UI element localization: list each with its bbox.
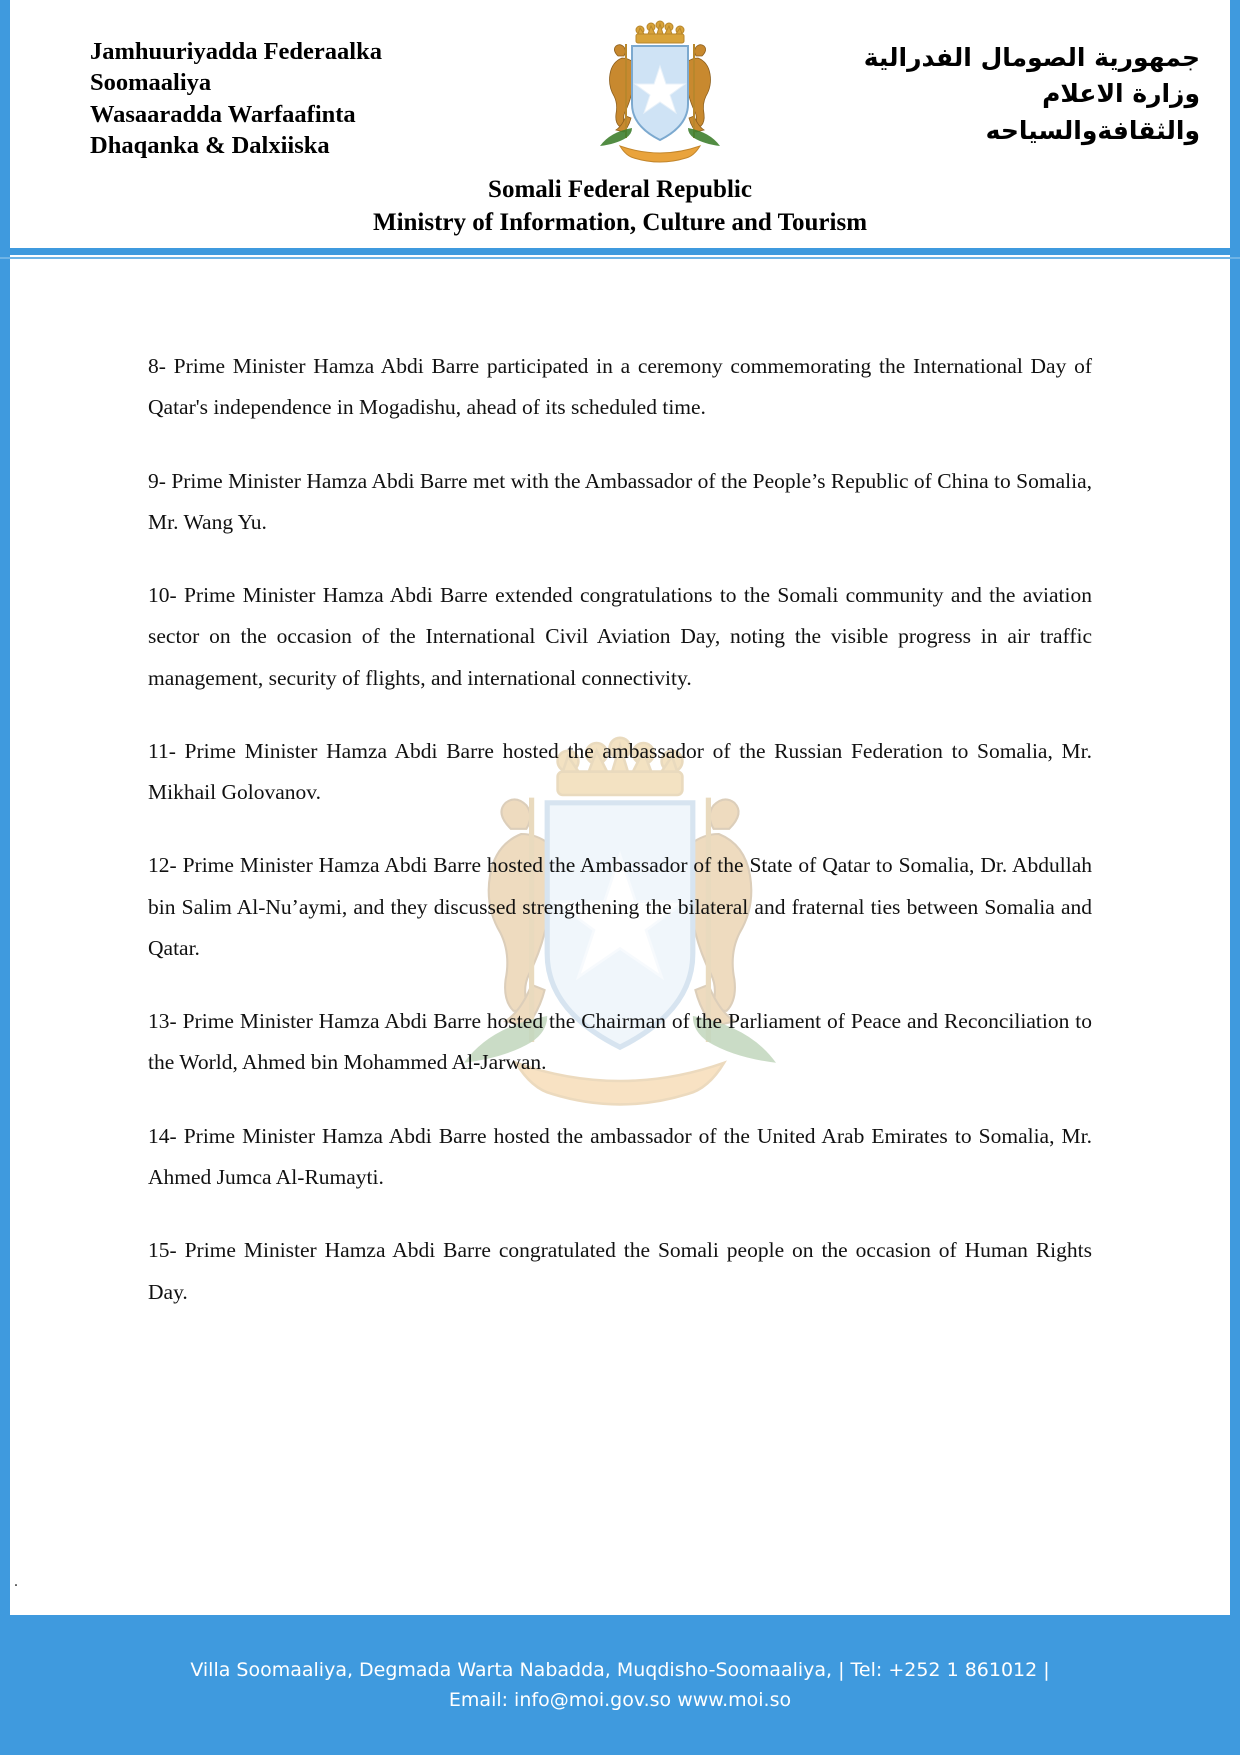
header-divider-thick <box>0 248 1240 255</box>
arabic-line-1: جمهورية الصومال الفدرالية <box>863 43 1200 72</box>
paragraph-10: 10- Prime Minister Hamza Abdi Barre extended congratulations to the Somali community and the aviation sector on the occasion of the International Civil Aviation Day, noting the visible progress in air traffic management, security of flights, and international connectivity. <box>148 583 1092 690</box>
arabic-line-3: والثقافةوالسياحه <box>985 115 1200 145</box>
footer-address-line: Villa Soomaaliya, Degmada Warta Nabadda, Muqdisho-Soomaaliya, | Tel: +252 1 861012 | <box>190 1658 1050 1681</box>
header-somali-title <box>40 18 490 161</box>
paragraph-15: 15- Prime Minister Hamza Abdi Barre congratulated the Somali people on the occasion of Human Rights Day. <box>148 1238 1092 1304</box>
document-header <box>0 0 1240 258</box>
header-arabic-title <box>830 18 1200 149</box>
stray-mark: . <box>14 1573 18 1590</box>
paragraph-8: 8- Prime Minister Hamza Abdi Barre participated in a ceremony commemorating the International Day of Qatar's independence in Mogadishu, ahead of its scheduled time. <box>148 354 1092 420</box>
coat-of-arms-icon <box>560 18 760 168</box>
header-english-titles <box>40 174 1200 239</box>
somali-line-2: Soomaaliya <box>90 69 212 97</box>
arabic-line-2: وزارة الاعلام <box>1042 79 1200 109</box>
header-ministry-title: Ministry of Information, Culture and Tourism <box>372 208 868 236</box>
somali-line-4: Dhaqanka & Dalxiiska <box>90 132 330 160</box>
paragraph-13: 13- Prime Minister Hamza Abdi Barre hosted the Chairman of the Parliament of Peace and Reconciliation to the World, Ahmed bin Mohammed Al-Jarwan. <box>148 1009 1092 1075</box>
footer-contact-line: Email: info@moi.gov.so www.moi.so <box>448 1689 792 1711</box>
paragraph-12: 12- Prime Minister Hamza Abdi Barre hosted the Ambassador of the State of Qatar to Somalia, Dr. Abdullah bin Salim Al-Nu’aymi, and they discussed strengthening the bilateral and fraternal ties between Somalia and Qatar. <box>148 853 1092 960</box>
document-body <box>0 258 1240 1313</box>
paragraph-14: 14- Prime Minister Hamza Abdi Barre hosted the ambassador of the United Arab Emirates to Somalia, Mr. Ahmed Jumca Al-Rumayti. <box>148 1123 1092 1189</box>
paragraph-11: 11- Prime Minister Hamza Abdi Barre hosted the ambassador of the Russian Federation to Somalia, Mr. Mikhail Golovanov. <box>148 738 1092 805</box>
paragraph-9: 9- Prime Minister Hamza Abdi Barre met with the Ambassador of the People’s Republic of China to Somalia, Mr. Wang Yu. <box>148 468 1092 534</box>
document-footer <box>0 1615 1240 1755</box>
somali-line-1: Jamhuuriyadda Federaalka <box>90 38 382 65</box>
header-emblem-area <box>530 18 790 168</box>
somali-line-3: Wasaaradda Warfaafinta <box>90 100 356 128</box>
header-country-title: Somali Federal Republic <box>488 176 752 203</box>
